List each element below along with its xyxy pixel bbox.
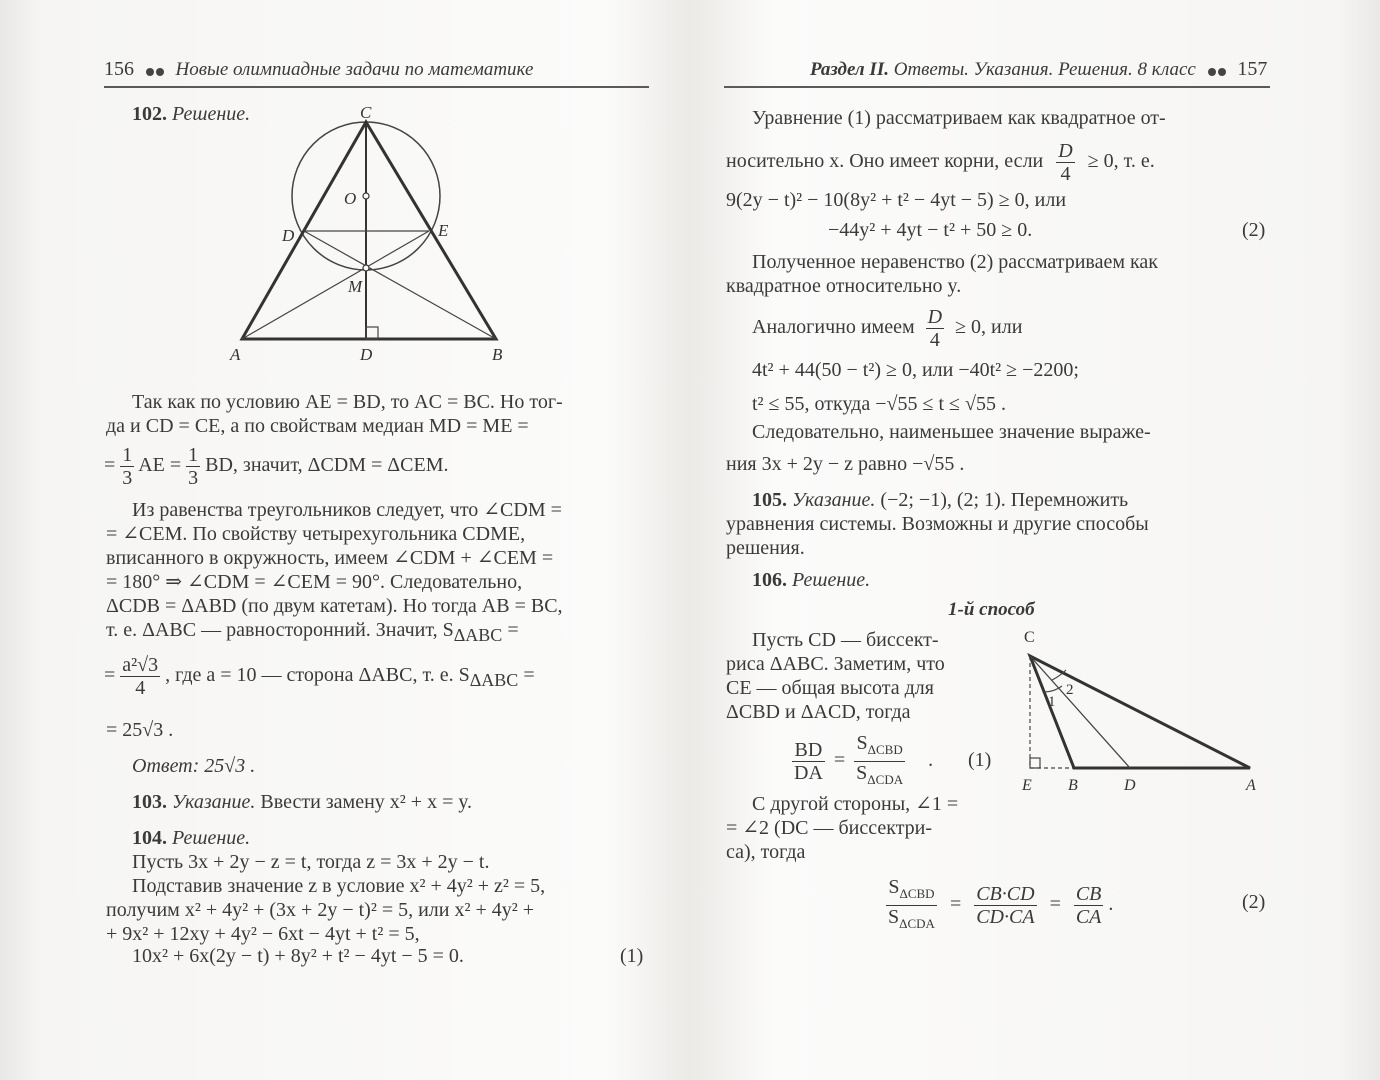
subscript: ΔCBD — [867, 742, 903, 757]
text-line: = 180° ⇒ ∠CDM = ∠CEM = 90°. Следовательно, — [106, 571, 523, 593]
answer-line — [132, 754, 255, 778]
fraction-line — [104, 444, 449, 489]
text-segment: ≥ 0, или — [955, 316, 1023, 339]
equation-1: $\frac{BD}{DA}$ = $\frac{S_{\Delta CBD}}{S_{\Delta CDA}}$ . — [792, 732, 933, 791]
right-header-rule — [724, 86, 1270, 88]
equation-number: (2) — [1242, 891, 1266, 913]
area-formula-line: = $\frac{\text{a²√3}}{4}$ , где a = 10 — сторона ΔABC, т. е. $S_{\Delta ABC}$ = — [104, 654, 535, 699]
equation-number: (1) — [620, 945, 644, 967]
denominator: DA — [794, 762, 823, 784]
text-line: Так как по условию AE = BD, то AC = BC. Но тог- — [132, 391, 563, 413]
numerator: 1 — [188, 444, 199, 466]
text-line: вписанного в окружность, имеем ∠CDM + ∠CEM = — [106, 547, 554, 569]
header-dots-icon — [145, 60, 165, 82]
problem-number: 105. — [752, 489, 787, 511]
numerator: 1 — [122, 444, 133, 466]
problem-label: Указание. — [172, 791, 256, 813]
text-segment: , где a = 10 — сторона ΔABC, т. е. S — [165, 664, 470, 687]
text-segment: AE = — [138, 454, 182, 477]
bisector-figure — [1010, 620, 1270, 800]
label-1: 1 — [1048, 694, 1056, 710]
fraction — [886, 876, 937, 935]
denominator: S — [888, 906, 900, 928]
problem-number: 106. — [752, 569, 787, 591]
text-line: ния 3x + 2y − z равно −√55 . — [726, 453, 965, 475]
label-2: 2 — [1066, 682, 1074, 698]
problem-number: 102. — [132, 103, 167, 125]
label-d-left: D — [282, 226, 295, 245]
text-line: + 9x² + 12xy + 4y² − 6xt − 4yt + t² = 5, — [106, 923, 420, 945]
fraction — [120, 654, 160, 699]
header-dots-icon — [1207, 60, 1227, 82]
denominator: 3 — [188, 467, 199, 489]
left-running-header — [104, 58, 533, 82]
problem-103 — [132, 790, 472, 814]
left-header-title: Новые олимпиадные задачи по математике — [175, 59, 534, 80]
text-line: Уравнение (1) рассматриваем как квадратное от- — [752, 107, 1166, 129]
numerator: D — [1058, 140, 1073, 162]
text-line: решения. — [726, 537, 805, 559]
fraction — [186, 444, 200, 489]
fraction — [1056, 140, 1074, 185]
text-line: С другой стороны, ∠1 = — [752, 793, 959, 815]
problem-text: Ввести замену x² + x = y. — [260, 791, 473, 813]
subscript: ΔCBD — [899, 886, 935, 901]
right-running-header — [810, 58, 1267, 82]
text-line: Полученное неравенство (2) рассматриваем как — [752, 251, 1159, 273]
subscript: ΔCDA — [867, 772, 904, 787]
heading-106 — [752, 568, 870, 592]
problem-105 — [752, 488, 1128, 512]
left-header-rule — [104, 86, 649, 88]
text-line: Пусть 3x + 2y − z = t, тогда z = 3x + 2y − t. — [132, 851, 490, 873]
label-c: C — [1024, 629, 1035, 646]
numerator: S — [888, 876, 900, 898]
text-line: Подставив значение z в условие x² + 4y² + z² = 5, — [132, 875, 546, 897]
label-a: A — [1246, 777, 1256, 794]
denominator: CA — [1075, 906, 1102, 928]
text-line: да и CD = CE, а по свойствам медиан MD = ME = — [106, 415, 529, 437]
point-o — [363, 193, 369, 199]
numerator: D — [927, 306, 943, 328]
label-b: B — [492, 345, 503, 364]
subscript: ΔCDA — [899, 916, 935, 931]
label-b: B — [1068, 777, 1078, 794]
text-line: уравнения системы. Возможны и другие способы — [726, 513, 1149, 535]
triangle-circle-figure — [220, 100, 520, 370]
right-angle-mark — [1030, 758, 1040, 768]
text-line: = ∠2 (DC — биссектри- — [726, 817, 933, 839]
denominator: S — [856, 762, 868, 784]
text-line: 10x² + 6x(2y − t) + 8y² + t² − 4yt − 5 = 0. — [132, 945, 464, 967]
text-line — [726, 140, 1155, 185]
numerator: a²√3 — [122, 654, 159, 676]
text-line: ΔCDB = ΔABD (по двум катетам). Но тогда AB = BC, — [106, 595, 563, 617]
label-a: A — [230, 345, 241, 364]
text-segment: т. е. ΔABC — равносторонний. Значит, S — [106, 619, 454, 641]
fraction — [926, 306, 944, 351]
problem-label: Указание. — [792, 489, 876, 511]
denominator: 4 — [1060, 163, 1071, 185]
text-line: = ∠CEM. По свойству четырехугольника CDME, — [106, 523, 526, 545]
denominator: 3 — [122, 467, 133, 489]
text-line: CE — общая высота для — [726, 677, 934, 699]
text-segment: ≥ 0, т. е. — [1087, 150, 1155, 173]
label-m: M — [348, 277, 363, 296]
text-line: Пусть CD — биссект- — [752, 629, 939, 651]
point-m — [363, 265, 369, 271]
denominator: 4 — [929, 329, 940, 351]
equation-2: $\frac{S_{\Delta CBD}}{S_{\Delta CDA}}$ = $\frac{CB\cdot CD}{CD\cdot CA}$ = $\frac{CB}{CA}$ . — [886, 876, 1113, 935]
text-segment: носительно x. Оно имеет корни, если — [726, 150, 1044, 173]
fraction — [974, 883, 1036, 928]
text-line — [752, 306, 1022, 351]
text-line: t² ≤ 55, откуда −√55 ≤ t ≤ √55 . — [752, 393, 1006, 415]
method-heading: 1-й способ — [948, 599, 1035, 620]
fraction — [120, 444, 134, 489]
label-d: D — [1124, 777, 1136, 794]
text-line: т. е. ΔABC — равносторонний. Значит, $S_{\Delta ABC}$ = — [106, 619, 519, 645]
equation-number: (2) — [1242, 219, 1266, 241]
right-header-title: Ответы. Указания. Решения. 8 класс — [893, 59, 1196, 80]
text-line: риса ΔABC. Заметим, что — [726, 653, 945, 675]
problem-number: 104. — [132, 827, 167, 849]
problem-text: (−2; −1), (2; 1). Перемножить — [880, 489, 1129, 511]
text-line: Следовательно, наименьшее значение выраже- — [752, 421, 1151, 443]
text-segment: BD, значит, ΔCDM = ΔCEM. — [205, 454, 449, 477]
equation-number: (1) — [968, 749, 992, 771]
left-page-number: 156 — [104, 58, 134, 80]
heading-104 — [132, 826, 250, 850]
text-line: ΔCBD и ΔACD, тогда — [726, 701, 911, 723]
numerator: CB — [1075, 883, 1102, 905]
label-d-bottom: D — [360, 345, 373, 364]
problem-label: Решение. — [172, 103, 251, 125]
problem-label: Решение. — [792, 569, 871, 591]
denominator: CD·CA — [976, 906, 1035, 928]
text-line: квадратное относительно y. — [726, 275, 962, 297]
label-e: E — [1022, 777, 1032, 794]
text-line: Из равенства треугольников следует, что ∠CDM = — [132, 499, 562, 521]
right-page-number: 157 — [1237, 58, 1268, 80]
right-page — [690, 0, 1380, 1080]
subscript: ΔABC — [453, 625, 503, 645]
numerator: CB·CD — [976, 883, 1035, 905]
fraction — [1074, 883, 1104, 928]
label-e: E — [438, 221, 449, 240]
numerator: S — [856, 732, 868, 754]
problem-label: Решение. — [172, 827, 251, 849]
fraction — [854, 732, 905, 791]
answer-value: 25√3 . — [204, 755, 256, 777]
subscript: ΔABC — [469, 670, 519, 691]
bisector-cd — [1030, 656, 1130, 768]
right-angle-mark — [366, 327, 378, 339]
answer-label: Ответ: — [132, 755, 200, 777]
text-segment: Аналогично имеем — [752, 316, 915, 339]
text-line: са), тогда — [726, 841, 806, 863]
header-section: Раздел II. — [810, 59, 889, 80]
problem-number: 103. — [132, 791, 167, 813]
text-line: 4t² + 44(50 − t²) ≥ 0, или −40t² ≥ −2200; — [752, 359, 1079, 381]
fraction — [792, 739, 825, 784]
eq-sign: = — [104, 454, 116, 477]
label-o: O — [344, 189, 357, 208]
numerator: BD — [792, 739, 825, 762]
text-line: −44y² + 4yt − t² + 50 ≥ 0. — [828, 219, 1033, 241]
denominator: 4 — [135, 677, 146, 699]
label-c: C — [360, 103, 372, 122]
text-line: = 25√3 . — [106, 719, 174, 741]
text-line: получим x² + 4y² + (3x + 2y − t)² = 5, или x² + 4y² + — [106, 899, 535, 921]
eq-sign: = — [104, 664, 116, 687]
text-line: 9(2y − t)² − 10(8y² + t² − 4yt − 5) ≥ 0, или — [726, 189, 1067, 211]
